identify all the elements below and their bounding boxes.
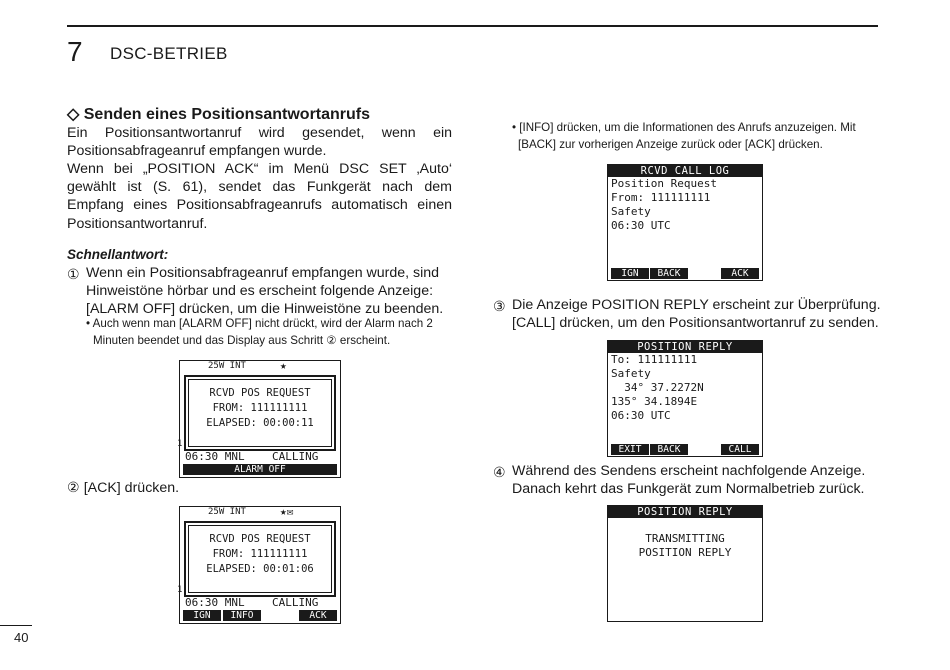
alert-frame bbox=[184, 375, 336, 451]
log-line-2: From: 111111111 bbox=[611, 191, 711, 204]
reply-line-3: 34° 37.2272N bbox=[611, 381, 704, 394]
lcd-transmitting bbox=[607, 505, 763, 622]
channel-digit: 1 bbox=[177, 585, 183, 595]
status-power-channel: 25W INT bbox=[208, 507, 246, 517]
log-line-4: 06:30 UTC bbox=[611, 219, 671, 232]
screen-title: POSITION REPLY bbox=[608, 341, 762, 353]
alert-line-1: RCVD POS REQUEST bbox=[209, 387, 311, 399]
section-title: ◇ Senden eines Positionsantwortanrufs bbox=[67, 106, 371, 123]
quick-heading: Schnellantwort: bbox=[67, 247, 169, 262]
softkey-back[interactable]: BACK bbox=[650, 444, 688, 455]
lcd-screen-alarm bbox=[179, 360, 341, 478]
alert-line-2: FROM: 111111111 bbox=[212, 402, 308, 414]
chapter-number: 7 bbox=[67, 36, 83, 67]
intro-paragraph-1: Ein Positionsantwortanruf wird gesendet, wenn ein Positionsabfrageanruf empfangen wurde. bbox=[67, 125, 452, 160]
step-2-text: [ACK] drücken. bbox=[83, 480, 180, 496]
alert-line-3: ELAPSED: 00:00:11 bbox=[206, 417, 314, 429]
alert-inner-frame bbox=[188, 379, 332, 447]
star-icon: ★ bbox=[280, 359, 287, 372]
step-3-number: ③ bbox=[493, 298, 506, 314]
intro-paragraph-2: Wenn bei „POSITION ACK“ im Menü DSC SET ‚Auto‘ gewählt ist (S. 61), sendet das Funkgerät nach dem Empfang eines Positionsabfrageanrufs automatisch einen Positionsantwortanruf. bbox=[67, 161, 452, 232]
screen-title: RCVD CALL LOG bbox=[608, 165, 762, 177]
transmit-line-1: TRANSMITTING bbox=[645, 532, 725, 545]
step-1-note: • Auch wenn man [ALARM OFF] nicht drückt, wird der Alarm nach 2 Minuten beendet und das Display aus Schritt ② erscheint. bbox=[86, 317, 433, 347]
reply-line-1: To: 111111111 bbox=[611, 353, 698, 366]
log-line-1: Position Request bbox=[611, 177, 717, 190]
screen-title: POSITION REPLY bbox=[608, 506, 762, 518]
reply-line-4: 135° 34.1894E bbox=[611, 395, 698, 408]
step-4-text: Während des Sendens erscheint nachfolgende Anzeige. Danach kehrt das Funkgerät zum Normalbetrieb zurück. bbox=[512, 463, 866, 498]
transmit-line-2: POSITION REPLY bbox=[638, 546, 732, 559]
calling-status: CALLING bbox=[272, 450, 319, 463]
time-location: 06:30 MNL bbox=[185, 450, 245, 463]
softkey-ack[interactable]: ACK bbox=[299, 610, 337, 621]
step-2 bbox=[67, 479, 179, 497]
lcd-call-log bbox=[607, 164, 763, 281]
step-3-text: Die Anzeige POSITION REPLY erscheint zur Überprüfung. [CALL] drücken, um den Positionsantwortanruf zu senden. bbox=[512, 297, 881, 332]
softkey-ign[interactable]: IGN bbox=[611, 268, 649, 279]
reply-line-2: Safety bbox=[611, 367, 651, 380]
channel-digit: 1 bbox=[177, 439, 183, 449]
alert-frame bbox=[184, 521, 336, 597]
step-1-text: Wenn ein Positionsabfrageanruf empfangen wurde, sind Hinweistöne hörbar und es erscheint folgende Anzeige: [ALARM OFF] drücken, um die Hinweistöne zu beenden. bbox=[86, 265, 444, 318]
lcd-screen-request bbox=[179, 506, 341, 624]
softkey-exit[interactable]: EXIT bbox=[611, 444, 649, 455]
header-rule bbox=[67, 25, 878, 27]
step-1-number: ① bbox=[67, 266, 80, 282]
alert-inner-frame bbox=[188, 525, 332, 593]
info-note: • [INFO] drücken, um die Informationen des Anrufs anzuzeigen. Mit [BACK] zur vorherigen Anzeige zurück oder [ACK] drücken. bbox=[512, 121, 856, 151]
alert-line-2: FROM: 111111111 bbox=[212, 548, 308, 560]
softkey-info[interactable]: INFO bbox=[223, 610, 261, 621]
alert-line-3: ELAPSED: 00:01:06 bbox=[206, 563, 314, 575]
softkey-alarm-off[interactable]: ALARM OFF bbox=[183, 464, 337, 475]
log-line-3: Safety bbox=[611, 205, 651, 218]
softkey-ack[interactable]: ACK bbox=[721, 268, 759, 279]
softkey-call[interactable]: CALL bbox=[721, 444, 759, 455]
time-location: 06:30 MNL bbox=[185, 596, 245, 609]
step-2-number: ② bbox=[67, 480, 80, 496]
status-power-channel: 25W INT bbox=[208, 361, 246, 371]
page-number-rule bbox=[0, 625, 32, 626]
star-envelope-icon: ★✉ bbox=[280, 505, 294, 518]
reply-line-5: 06:30 UTC bbox=[611, 409, 671, 422]
step-4-number: ④ bbox=[493, 464, 506, 480]
lcd-position-reply bbox=[607, 340, 763, 457]
page-number: 40 bbox=[14, 630, 29, 645]
alert-line-1: RCVD POS REQUEST bbox=[209, 533, 311, 545]
calling-status: CALLING bbox=[272, 596, 319, 609]
softkey-ign[interactable]: IGN bbox=[183, 610, 221, 621]
softkey-back[interactable]: BACK bbox=[650, 268, 688, 279]
chapter-title: DSC-BETRIEB bbox=[110, 44, 228, 63]
